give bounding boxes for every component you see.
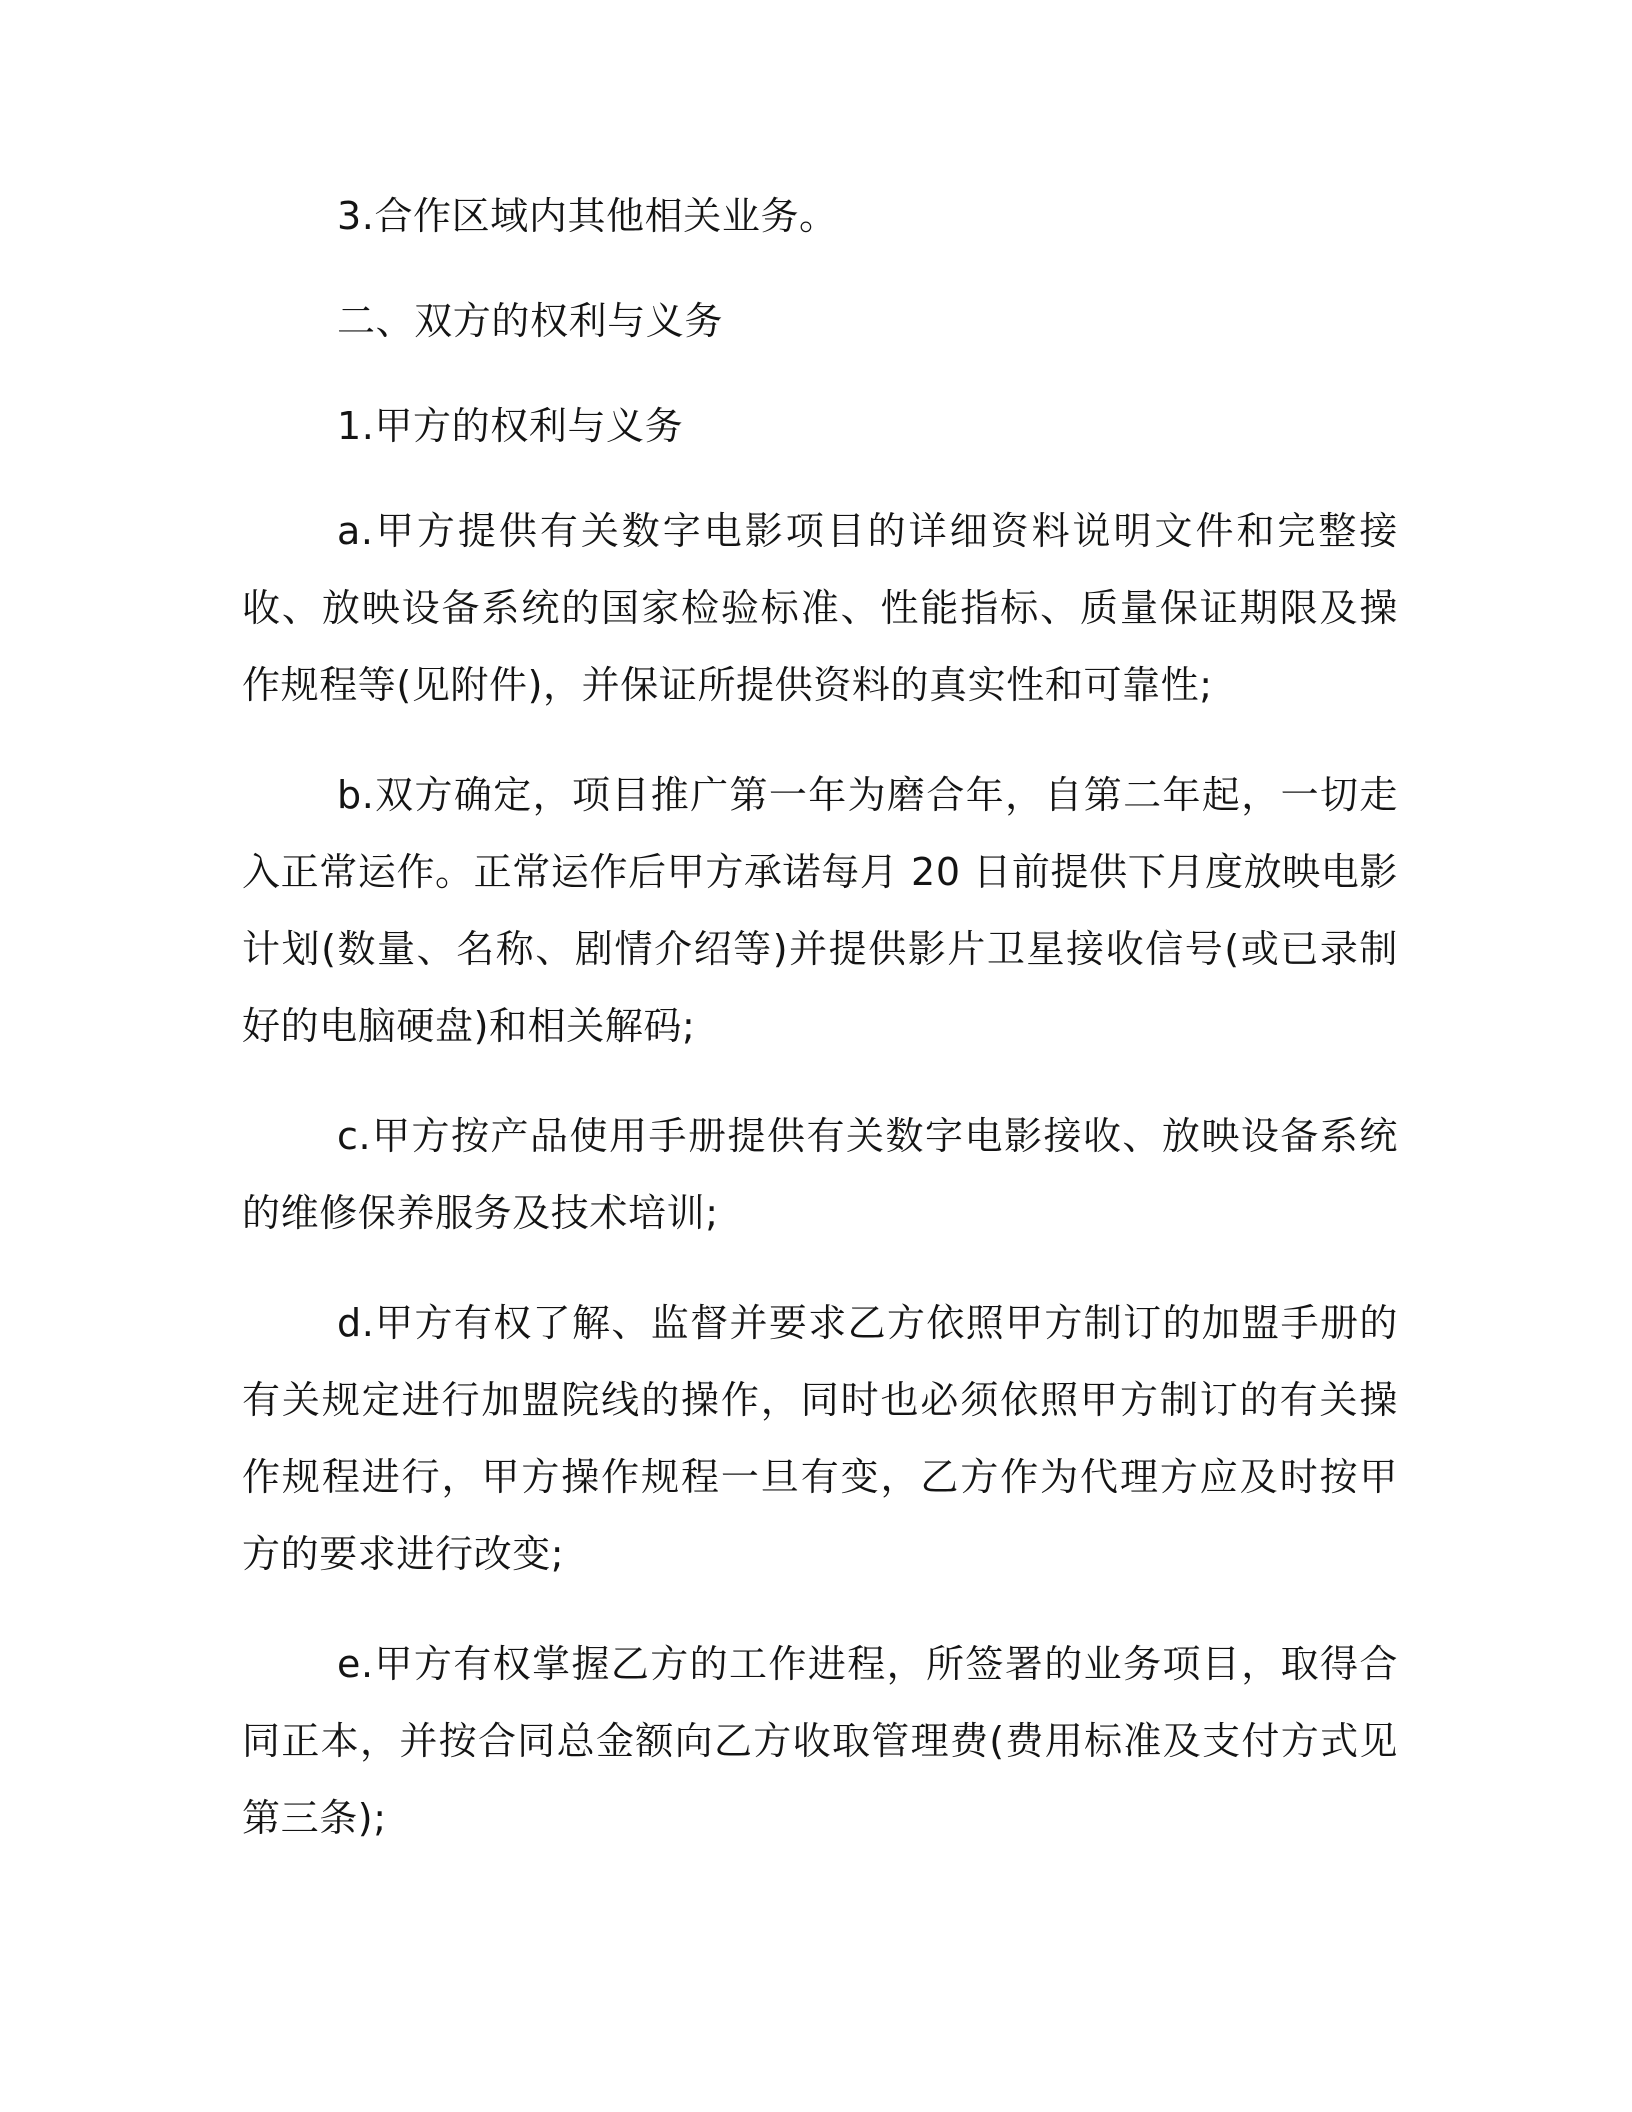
clause-e: e.甲方有权掌握乙方的工作进程，所签署的业务项目，取得合同正本，并按合同总金额向乙方收取管理费(费用标准及支付方式见第三条); [242,1642,1398,1840]
paragraph-scope-item-3: 3.合作区域内其他相关业务。 [337,194,838,238]
clause-b: b.双方确定，项目推广第一年为磨合年，自第二年起，一切走入正常运作。正常运作后甲方承诺每月 20 日前提供下月度放映电影计划(数量、名称、剧情介绍等)并提供影片卫星接收信号(或已录制好的电脑硬盘)和相关解码; [242,773,1398,1048]
clause-d: d.甲方有权了解、监督并要求乙方依照甲方制订的加盟手册的有关规定进行加盟院线的操作，同时也必须依照甲方制订的有关操作规程进行，甲方操作规程一旦有变，乙方作为代理方应及时按甲方的要求进行改变; [242,1301,1398,1576]
document-page [242,178,1398,1857]
clause-c: c.甲方按产品使用手册提供有关数字电影接收、放映设备系统的维修保养服务及技术培训; [242,1114,1398,1235]
clause-a: a.甲方提供有关数字电影项目的详细资料说明文件和完整接收、放映设备系统的国家检验标准、性能指标、质量保证期限及操作规程等(见附件)，并保证所提供资料的真实性和可靠性; [242,509,1398,707]
subsection-heading-party-a: 1.甲方的权利与义务 [337,404,684,448]
section-heading-rights-obligations: 二、双方的权利与义务 [337,299,724,343]
